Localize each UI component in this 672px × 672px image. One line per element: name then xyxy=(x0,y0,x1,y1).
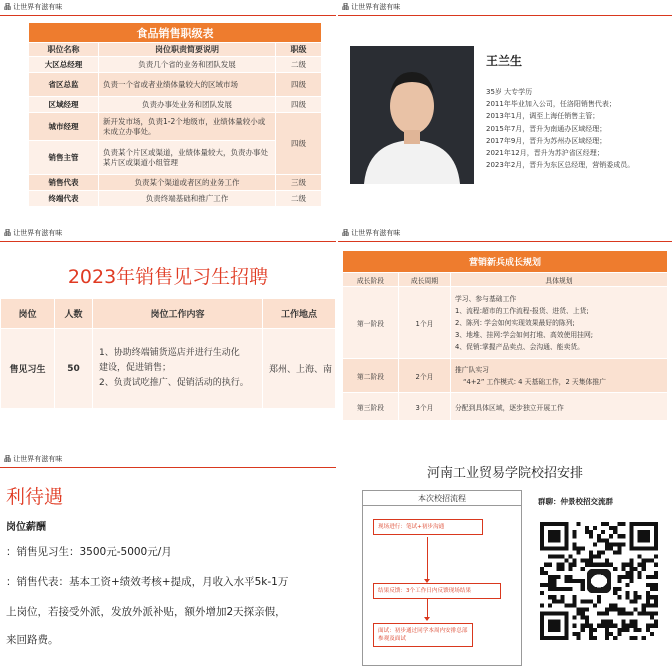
cell-count: 50 xyxy=(55,329,93,409)
cell-position: 省区总监 xyxy=(29,73,99,97)
cell-content xyxy=(93,329,263,409)
bio-line: 2015年7月，晋升为南通办区域经理； xyxy=(486,124,607,133)
job-level-panel xyxy=(0,0,336,222)
col-header: 岗位工作内容 xyxy=(93,299,263,329)
table-row xyxy=(29,57,322,73)
cell-plan xyxy=(451,287,668,359)
col-header: 岗位 xyxy=(1,299,55,329)
cell-desc: 新开发市场，负责1-2个地级市，业绩体量较小或未成立办事处。 xyxy=(99,113,276,141)
bio-line: 2017年9月，晋升为苏州办区域经理； xyxy=(486,136,607,145)
benefit-line: 上岗位，若接受外派，发放外派补贴，额外增加2天探亲假， xyxy=(6,606,286,618)
col-header: 岗位职责简要说明 xyxy=(99,43,276,57)
campus-schedule-panel xyxy=(338,452,672,672)
benefits-title: 利待遇 xyxy=(6,486,64,508)
panel-header: 品 让世界有滋有味 xyxy=(0,452,336,468)
cell-period: 1个月 xyxy=(399,287,451,359)
plan-line: 4、促销:掌握产品卖点、会沟通、能卖货。 xyxy=(455,342,584,351)
flow-step: 结果反馈：3个工作日内反馈现场结果 xyxy=(373,583,501,599)
bio-line: 2021年12月，晋升为苏沪省区经理； xyxy=(486,149,604,158)
content-line: 1、协助终端铺货巡店并进行生动化 xyxy=(99,348,240,358)
bio-line: 2011年毕业加入公司，任洛阳销售代表； xyxy=(486,100,616,109)
growth-plan-table xyxy=(342,250,668,421)
table-row xyxy=(343,359,668,393)
cell-level: 二级 xyxy=(276,191,322,207)
benefit-line: ：销售见习生：3500元-5000元/月 xyxy=(6,546,172,558)
flow-step: 现场进行：笔试+初步沟通 xyxy=(373,519,483,535)
profile-bio xyxy=(486,86,634,171)
table-title: 食品销售职级表 xyxy=(29,23,322,43)
panel-header: 品 让世界有滋有味 xyxy=(338,0,672,16)
flow-divider xyxy=(363,505,521,506)
col-header: 成长阶段 xyxy=(343,273,399,287)
flow-chart xyxy=(362,490,522,666)
cell-desc: 负责某个渠道或者区的业务工作 xyxy=(99,175,276,191)
flow-arrow xyxy=(427,599,428,617)
cell-level: 四级 xyxy=(276,73,322,97)
content-line: 2、负责试吃推广、促销活动的执行。 xyxy=(99,378,249,388)
recruitment-table xyxy=(0,298,336,409)
table-row xyxy=(29,97,322,113)
flow-arrow xyxy=(427,537,428,579)
recruitment-title: 2023年销售见习生招聘 xyxy=(67,266,269,288)
cell-position: 城市经理 xyxy=(29,113,99,141)
benefit-line: 来回路费。 xyxy=(6,634,59,646)
cell-desc: 负责办事处业务和团队发展 xyxy=(99,97,276,113)
plan-line: 2、陈列: 学会如何实现效果最好的陈列; xyxy=(455,318,575,327)
table-row xyxy=(343,287,668,359)
profile-name: 王兰生 xyxy=(486,54,523,68)
growth-plan-panel xyxy=(338,226,672,450)
flow-title: 本次校招流程 xyxy=(418,494,466,503)
cell-stage: 第二阶段 xyxy=(343,359,399,393)
panel-header: 品 让世界有滋有味 xyxy=(338,226,672,242)
col-header: 职位名称 xyxy=(29,43,99,57)
cell-plan xyxy=(451,359,668,393)
job-level-table xyxy=(28,22,322,207)
cell-position: 终端代表 xyxy=(29,191,99,207)
table-row xyxy=(343,393,668,421)
plan-line: 1、流程:超市的工作流程-报货、进货、上货; xyxy=(455,306,589,315)
bio-line: 2023年2月，晋升为东区总经理，营销委成员。 xyxy=(486,161,635,170)
campus-title: 河南工业贸易学院校招安排 xyxy=(426,466,583,481)
plan-line: 推广队实习 xyxy=(455,365,489,374)
cell-desc: 负责终端基础和推广工作 xyxy=(99,191,276,207)
plan-line: “4+2” 工作模式: 4 天基础工作，2 天集体推广 xyxy=(463,377,606,386)
col-header: 成长周期 xyxy=(399,273,451,287)
cell-level: 四级 xyxy=(276,97,322,113)
group-chat-label: 群聊：仲景校招交流群 xyxy=(538,497,613,506)
panel-header: 品 让世界有滋有味 xyxy=(0,226,336,242)
cell-stage: 第三阶段 xyxy=(343,393,399,421)
cell-position: 销售代表 xyxy=(29,175,99,191)
table-row xyxy=(29,175,322,191)
profile-photo xyxy=(350,46,474,184)
cell-position: 大区总经理 xyxy=(29,57,99,73)
table-row xyxy=(29,113,322,141)
cell-level: 二级 xyxy=(276,57,322,73)
plan-line: 3、地堆、挂网:学会如何打堆、高效使用挂网; xyxy=(455,330,594,339)
benefits-panel xyxy=(0,452,336,672)
cell-level: 四级 xyxy=(276,113,322,175)
flow-step: 面试：初步通过同学本周内安排总部参观及面试 xyxy=(373,623,473,647)
col-header: 具体规划 xyxy=(451,273,668,287)
cell-position: 销售主管 xyxy=(29,141,99,175)
recruitment-panel xyxy=(0,226,336,450)
cell-desc: 负责几个省的业务和团队发展 xyxy=(99,57,276,73)
cell-desc: 负责一个省或者业绩体量较大的区域市场 xyxy=(99,73,276,97)
cell-stage: 第一阶段 xyxy=(343,287,399,359)
plan-line: 学习、参与基础工作 xyxy=(455,294,517,303)
cell-position: 区域经理 xyxy=(29,97,99,113)
benefits-subtitle: 岗位薪酬 xyxy=(6,522,46,533)
cell-plan: 分配到具体区域，逐步独立开展工作 xyxy=(451,393,668,421)
cell-position: 售见习生 xyxy=(1,329,55,409)
panel-header: 品 让世界有滋有味 xyxy=(0,0,336,16)
cell-desc: 负责某个片区或渠道，业绩体量较大，负责办事处某片区或渠道小组管理 xyxy=(99,141,276,175)
table-row xyxy=(29,73,322,97)
bio-line: 2013年1月，调至上海任销售主管； xyxy=(486,112,600,121)
qr-code[interactable] xyxy=(540,522,658,640)
cell-level: 三级 xyxy=(276,175,322,191)
content-line: 建设，促进销售； xyxy=(99,363,172,373)
cell-period: 2个月 xyxy=(399,359,451,393)
benefit-line: ：销售代表：基本工资+绩效考核+提成，月收入水平5k-1万 xyxy=(6,576,289,588)
cell-period: 3个月 xyxy=(399,393,451,421)
cell-place: 郑州、上海、南 xyxy=(263,329,336,409)
col-header: 职级 xyxy=(276,43,322,57)
table-row xyxy=(1,329,336,409)
col-header: 工作地点 xyxy=(263,299,336,329)
bio-line: 35岁 大专学历 xyxy=(486,88,533,96)
col-header: 人数 xyxy=(55,299,93,329)
table-row xyxy=(29,191,322,207)
profile-panel xyxy=(338,0,672,222)
table-title: 营销新兵成长规划 xyxy=(343,251,668,273)
